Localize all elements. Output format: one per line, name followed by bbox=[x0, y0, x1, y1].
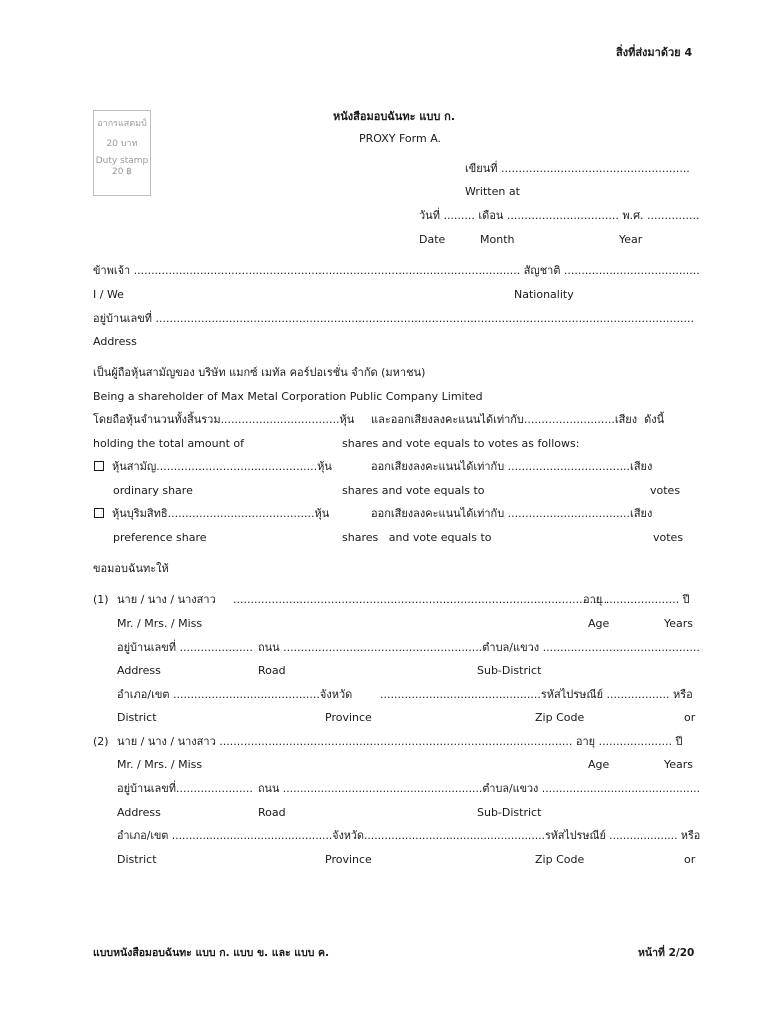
appoint-heading: ขอมอบฉันทะให้ bbox=[93, 562, 169, 575]
ordinary-share-thai-right: ออกเสียงลงคะแนนได้เท่ากับ ...................................เสียง bbox=[371, 460, 653, 473]
proxy2-road-thai: ถนน ..........................................................ตำบล/แขวง .............................................. bbox=[258, 782, 701, 795]
proxy2-or-english: or bbox=[684, 853, 696, 866]
title-thai: หนังสือมอบฉันทะ แบบ ก. bbox=[333, 110, 456, 123]
footer-form-label: แบบหนังสือมอบฉันทะ แบบ ก. แบบ ข. และ แบบ ค. bbox=[93, 947, 330, 959]
duty-stamp-box bbox=[93, 110, 151, 196]
proxy1-or-english: or bbox=[684, 711, 696, 724]
year-english: Year bbox=[619, 233, 643, 246]
date-thai: วันที่ ......... เดือน ................................ พ.ศ. ............... bbox=[419, 209, 700, 222]
proxy1-name-thai: นาย / นาง / นางสาว bbox=[117, 593, 216, 606]
proxy1-age-english: Age bbox=[588, 617, 610, 630]
proxy1-years-english: Years bbox=[664, 617, 694, 630]
proxy2-province-english: Province bbox=[325, 853, 372, 866]
proxy1-name-dots: ........................................................................................................... bbox=[233, 593, 608, 606]
address-thai: อยู่บ้านเลขที่ .......................................................................................................................................................... bbox=[93, 312, 694, 325]
proxy1-age-thai: อายุ ..................... ปี bbox=[583, 593, 690, 606]
proxy1-district-english: District bbox=[117, 711, 157, 724]
preference-share-english-mid: shares and vote equals to bbox=[342, 531, 492, 544]
holding-english-left: holding the total amount of bbox=[93, 437, 244, 450]
proxy2-zip-english: Zip Code bbox=[535, 853, 585, 866]
ordinary-share-checkbox[interactable] bbox=[94, 461, 104, 471]
proxy1-name-english: Mr. / Mrs. / Miss bbox=[117, 617, 203, 630]
proxy1-province-english: Province bbox=[325, 711, 372, 724]
preference-share-english: preference share bbox=[113, 531, 207, 544]
proxy2-age-english: Age bbox=[588, 758, 610, 771]
proxy2-district-english: District bbox=[117, 853, 157, 866]
proxy1-number: (1) bbox=[93, 593, 109, 606]
footer-page-number: หน้าที่ 2/20 bbox=[638, 947, 695, 959]
ordinary-share-thai-left: หุ้นสามัญ..............................................หุ้น bbox=[112, 460, 332, 473]
proxy2-subdistrict-english: Sub-District bbox=[477, 806, 542, 819]
proxy2-address-thai: อยู่บ้านเลขที่...................... bbox=[117, 782, 253, 795]
proxy2-name-thai: นาย / นาง / นางสาว ..................................................................................................... อายุ ..................... ปี bbox=[117, 735, 683, 748]
written-at-thai: เขียนที่ ...................................................... bbox=[465, 162, 690, 175]
nationality-english: Nationality bbox=[514, 288, 574, 301]
proxy1-road-thai: ถนน .........................................................ตำบล/แขวง ............................................. bbox=[258, 641, 700, 654]
proxy1-province-dots: ..............................................รหัสไปรษณีย์ .................. หรือ bbox=[380, 688, 693, 701]
proxy1-zip-english: Zip Code bbox=[535, 711, 585, 724]
proxy2-address-english: Address bbox=[117, 806, 161, 819]
proxy2-years-english: Years bbox=[664, 758, 694, 771]
ordinary-share-english-mid: shares and vote equals to bbox=[342, 484, 485, 497]
proxy2-road-english: Road bbox=[258, 806, 286, 819]
stamp-line-3: Duty stamp bbox=[95, 156, 149, 166]
proxy1-address-thai: อยู่บ้านเลขที่ ..................... bbox=[117, 641, 253, 654]
title-english: PROXY Form A. bbox=[359, 132, 442, 145]
proxy2-name-english: Mr. / Mrs. / Miss bbox=[117, 758, 203, 771]
proxy1-road-english: Road bbox=[258, 664, 286, 677]
proxy2-number: (2) bbox=[93, 735, 109, 748]
month-english: Month bbox=[480, 233, 515, 246]
stamp-line-4: 20 ฿ bbox=[111, 167, 133, 177]
holding-thai-right: และออกเสียงลงคะแนนได้เท่ากับ..........................เสียง ดังนี้ bbox=[371, 413, 665, 426]
stamp-line-1: อากรแสตมป์ bbox=[97, 119, 147, 129]
ordinary-share-english: ordinary share bbox=[113, 484, 193, 497]
proxy1-district-thai: อำเภอ/เขต ..........................................จังหวัด bbox=[117, 688, 353, 701]
preference-share-votes: votes bbox=[653, 531, 684, 544]
holding-thai-left: โดยถือหุ้นจำนวนทั้งสิ้นรวม..................................หุ้น bbox=[93, 413, 355, 426]
attachment-label: สิ่งที่ส่งมาด้วย 4 bbox=[616, 46, 693, 59]
holding-english-right: shares and vote equals to votes as follows: bbox=[342, 437, 580, 450]
proxy1-address-english: Address bbox=[117, 664, 161, 677]
proxy1-subdistrict-english: Sub-District bbox=[477, 664, 542, 677]
preference-share-thai-left: หุ้นบุริมสิทธิ..........................................หุ้น bbox=[112, 507, 330, 520]
preference-share-thai-right: ออกเสียงลงคะแนนได้เท่ากับ ...................................เสียง bbox=[371, 507, 653, 520]
ordinary-share-votes: votes bbox=[650, 484, 681, 497]
stamp-line-2: 20 บาท bbox=[106, 139, 138, 149]
date-english: Date bbox=[419, 233, 446, 246]
address-english: Address bbox=[93, 335, 137, 348]
shareholder-thai: เป็นผู้ถือหุ้นสามัญของ บริษัท แมกซ์ เมทัล คอร์ปอเรชั่น จำกัด (มหาชน) bbox=[93, 366, 426, 379]
written-at-english: Written at bbox=[465, 185, 520, 198]
preference-share-checkbox[interactable] bbox=[94, 508, 104, 518]
i-we-english: I / We bbox=[93, 288, 124, 301]
shareholder-english: Being a shareholder of Max Metal Corporation Public Company Limited bbox=[93, 390, 483, 403]
proxy2-district-thai: อำเภอ/เขต ...............................................จังหวัด.....................................................รหัสไปรษณีย์ .................... หรือ bbox=[117, 829, 701, 842]
i-we-thai: ข้าพเจ้า ............................................................................................................... สัญชาติ ....................................... bbox=[93, 264, 700, 277]
